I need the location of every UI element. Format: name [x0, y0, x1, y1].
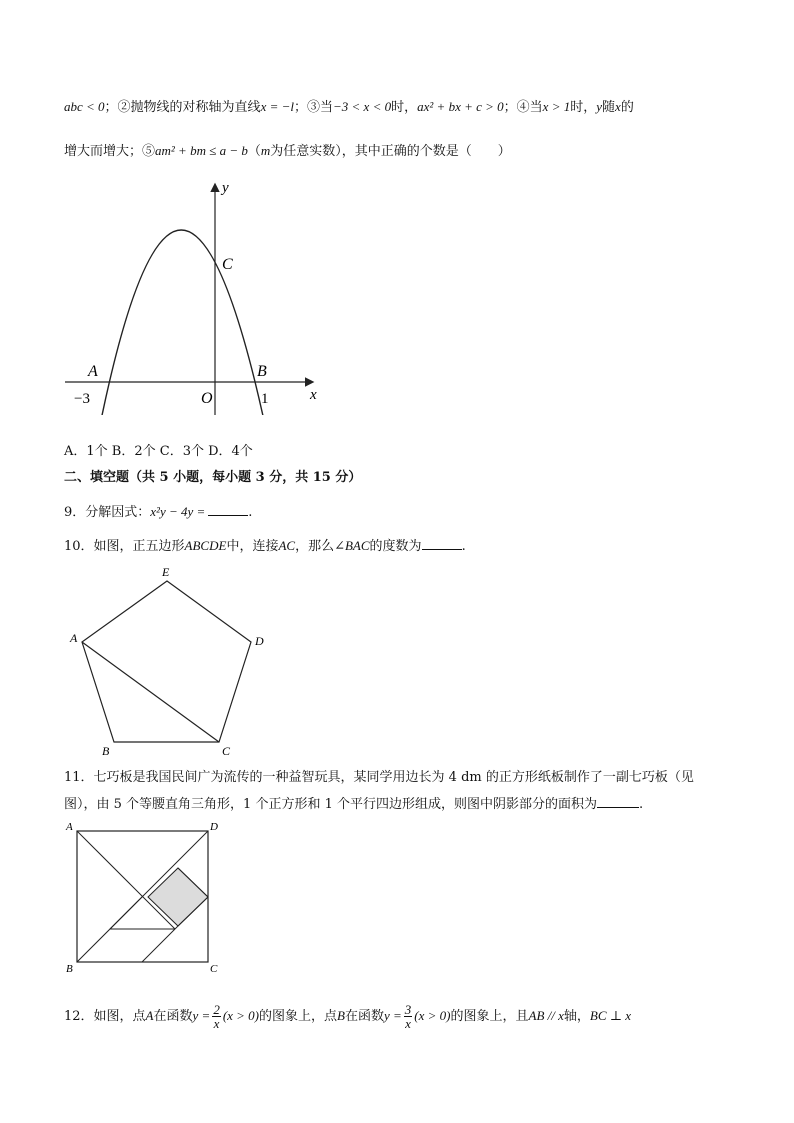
segment-ac — [82, 642, 219, 742]
q8-expr-quadratic: ax² + bx + c > 0 — [417, 99, 504, 114]
q12-f1-lhs: y = — [192, 1008, 211, 1023]
vertex-d-label: D — [255, 634, 264, 648]
q10-shape-name: ABCDE — [184, 538, 227, 553]
q12-text: 的图象上，点 — [259, 1009, 338, 1024]
q8-condition-line-2 — [64, 142, 511, 161]
q8-text: ；②抛物线的对称轴为直线 — [104, 100, 261, 115]
q10-text: 的度数为 — [369, 539, 422, 554]
vertex-e-label: E — [162, 565, 170, 579]
origin-label: O — [201, 390, 213, 407]
tangram-line — [142, 926, 178, 962]
point-c-label: C — [222, 256, 233, 273]
q8-text: ；③当 — [294, 100, 334, 115]
q9-suffix: . — [248, 505, 253, 520]
x-axis-label: x — [310, 387, 317, 403]
q12-text: 的图象上，且 — [450, 1009, 529, 1024]
q10-text: 中，连接 — [226, 539, 279, 554]
q12-f2-lhs: y = — [384, 1008, 402, 1023]
q10-text: 10．如图，正五边形 — [64, 539, 185, 554]
q8-text: 增大而增大；⑤ — [64, 144, 156, 159]
q8-expr-abc: abc < 0 — [64, 99, 105, 114]
q12-text: 在函数 — [153, 1009, 193, 1024]
q8-options: A．1个 B．2个 C．3个 D．4个 — [64, 444, 253, 459]
q8-var-y: y — [596, 99, 603, 114]
q9-expression: x²y − 4y = — [150, 504, 206, 519]
q8-condition-line-1 — [64, 98, 634, 117]
pentagon — [82, 581, 251, 742]
q8-text: 时， — [391, 100, 418, 115]
q10-suffix: . — [461, 539, 466, 554]
q12-parallel: AB // x — [528, 1008, 564, 1023]
point-a-label: A — [88, 363, 98, 380]
shaded-square — [148, 868, 208, 926]
q12-f2-condition: (x > 0) — [414, 1008, 451, 1023]
vertex-b-label: B — [102, 744, 110, 758]
tangram-line — [110, 897, 142, 929]
q11-line-1: 11．七巧板是我国民间广为流传的一种益智玩具，某同学用边长为 4 dm 的正方形纸板制作了一副七巧板（见 — [64, 770, 694, 785]
q8-text: 的 — [620, 100, 634, 115]
q8-expr-axis: x = −l — [260, 99, 294, 114]
q12-text: 轴， — [563, 1009, 590, 1024]
q8-text: 随 — [602, 100, 616, 115]
q12-f2-fraction — [404, 1003, 413, 1030]
q12-text: 在函数 — [344, 1009, 384, 1024]
q9-prefix: 9．分解因式： — [64, 505, 151, 520]
q10-answer-blank[interactable] — [422, 537, 462, 550]
q12 — [64, 1003, 631, 1030]
vertex-a-label: A — [70, 631, 78, 645]
q8-var-m: m — [260, 143, 271, 158]
q12-f1-fraction — [212, 1003, 221, 1030]
tangram-line — [77, 831, 175, 929]
q10-text: ，那么 — [295, 539, 335, 554]
q8-expr-range: −3 < x < 0 — [333, 99, 392, 114]
q10 — [64, 537, 466, 556]
q8-parabola-figure — [60, 175, 340, 415]
q9-answer-blank[interactable] — [208, 503, 248, 516]
q8-text: 时， — [570, 100, 597, 115]
corner-a-label: A — [66, 821, 73, 833]
q12-f2-denominator: x — [405, 1016, 411, 1031]
q12-f2-numerator: 3 — [404, 1002, 412, 1017]
q8-expr-inequality: am² + bm ≤ a − b — [155, 143, 248, 158]
q11-tangram-figure — [64, 818, 229, 976]
corner-b-label: B — [66, 963, 73, 975]
point-b-label: B — [257, 363, 267, 380]
q10-angle: ∠BAC — [334, 538, 370, 553]
y-axis-label: y — [222, 180, 229, 196]
corner-d-label: D — [210, 821, 218, 833]
q8-var-x: x — [615, 99, 621, 114]
q10-pentagon-figure — [64, 562, 274, 762]
q12-text: 12．如图，点 — [64, 1009, 146, 1024]
q8-text: 为任意实数），其中正确的个数是（ ） — [270, 144, 511, 159]
q12-point-b: B — [337, 1008, 345, 1023]
q11-answer-blank[interactable] — [597, 795, 639, 808]
q11-suffix: . — [638, 797, 644, 812]
tick-1-label: 1 — [261, 391, 269, 407]
q12-f1-condition: (x > 0) — [222, 1008, 260, 1023]
q8-expr-x-gt-1: x > 1 — [542, 99, 571, 114]
q12-f1-denominator: x — [213, 1016, 220, 1031]
vertex-c-label: C — [222, 744, 231, 758]
q8-text: ；④当 — [503, 100, 543, 115]
q12-f1-numerator: 2 — [213, 1002, 220, 1017]
q12-point-a: A — [145, 1008, 154, 1023]
q11-text: 图），由 5 个等腰直角三角形，1 个正方形和 1 个平行四边形组成，则图中阴影部分的面积为 — [64, 797, 597, 812]
q11-line-2 — [64, 795, 643, 814]
section-2-title: 二、填空题（共 5 小题，每小题 3 分，共 15 分） — [64, 470, 362, 485]
corner-c-label: C — [210, 963, 218, 975]
q8-text: （ — [247, 144, 261, 159]
tick-neg3-label: −3 — [74, 391, 90, 407]
parabola-curve — [100, 230, 265, 415]
q10-segment: AC — [278, 538, 296, 553]
q12-perpendicular: BC ⊥ x — [589, 1008, 632, 1023]
q9 — [64, 503, 252, 522]
